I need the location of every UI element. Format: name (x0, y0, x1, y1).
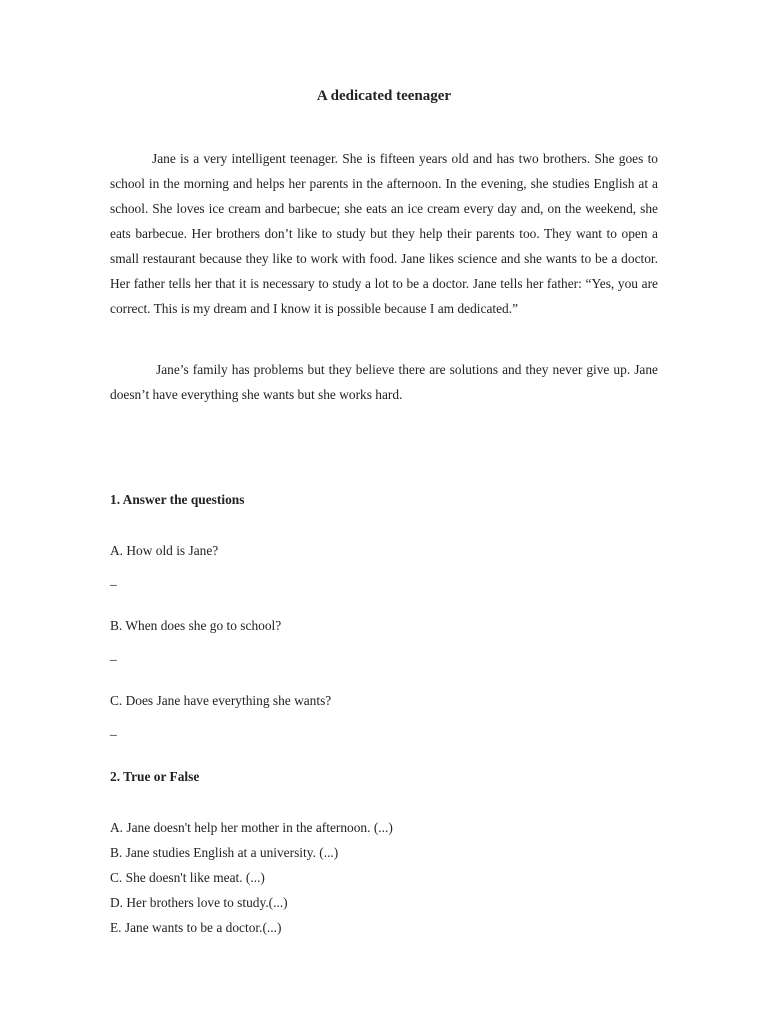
question-b: B. When does she go to school? (110, 618, 282, 633)
question-a: A. How old is Jane? (110, 543, 219, 558)
section-heading-true-false: 2. True or False (110, 769, 200, 784)
answer-blank-c: _ (110, 722, 117, 737)
true-false-statement-d: D. Her brothers love to study.(...) (110, 895, 288, 910)
answer-blank-b: _ (110, 647, 117, 662)
document-title: A dedicated teenager (316, 88, 452, 104)
answer-blank-a: _ (110, 572, 117, 587)
true-false-statement-c: C. She doesn't like meat. (...) (110, 870, 265, 885)
true-false-statement-a: A. Jane doesn't help her mother in the afternoon. (...) (110, 820, 393, 835)
question-c: C. Does Jane have everything she wants? (110, 693, 332, 708)
story-paragraph-2: Jane’s family has problems but they believe there are solutions and they never give up. Jane doesn’t have everything she wants but she works hard. (110, 362, 658, 402)
story-paragraph-1: Jane is a very intelligent teenager. She is fifteen years old and has two brothers. She goes to school in the morning and helps her parents in the afternoon. In the evening, she studies English at a school. She loves ice cream and barbecue; she eats an ice cream every day and, on the weekend, she eats barbecue. Her brothers don’t like to study but they help their parents too. They want to open a small restaurant because they like to work with food. Jane likes science and she wants to be a doctor. Her father tells her that it is necessary to study a lot to be a doctor. Jane tells her father: “Yes, you are correct. This is my dream and I know it is possible because I am dedicated.” (110, 151, 658, 316)
section-heading-answer-questions: 1. Answer the questions (110, 492, 245, 507)
true-false-statement-b: B. Jane studies English at a university. (...) (110, 845, 339, 860)
true-false-statement-e: E. Jane wants to be a doctor.(...) (110, 920, 282, 935)
